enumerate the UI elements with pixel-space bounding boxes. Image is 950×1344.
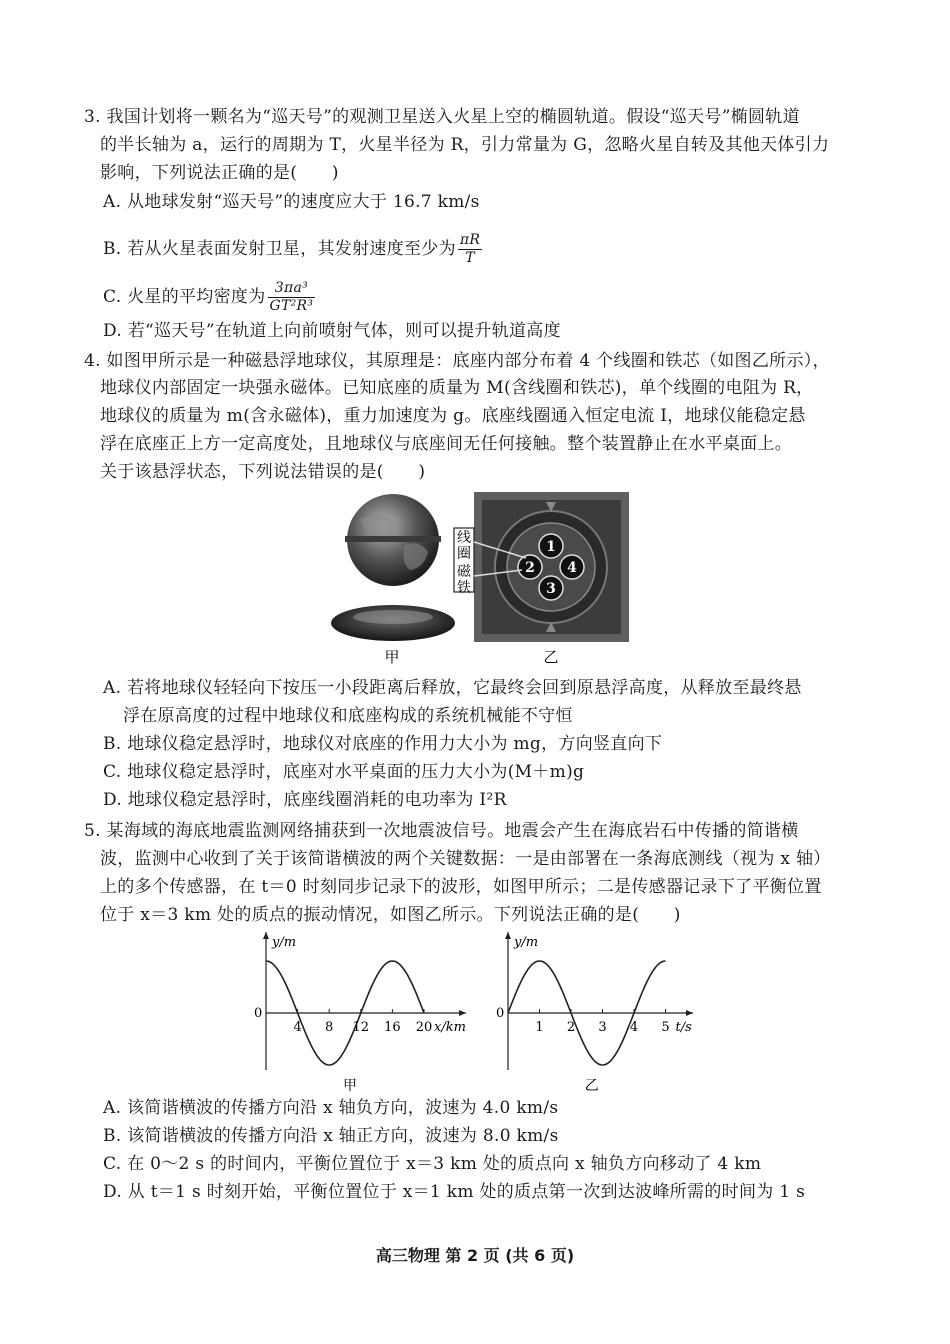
q4-line-2: 地球仪内部固定一块强永磁体。已知底座的质量为 M(含线圈和铁芯)，单个线圈的电阻为 R， bbox=[100, 378, 814, 398]
label-coil bbox=[457, 529, 471, 562]
q3-option-b-denominator: T bbox=[465, 250, 475, 266]
q5-option-b: B. 该简谐横波的传播方向沿 x 轴正方向，波速为 8.0 km/s bbox=[103, 1126, 559, 1146]
wave-chart-b bbox=[490, 928, 700, 1093]
q5-option-c: C. 在 0～2 s 的时间内，平衡位置位于 x＝3 km 处的质点向 x 轴负方向移动了 4 km bbox=[103, 1154, 762, 1174]
x-tick-label: 16 bbox=[384, 1020, 401, 1035]
q4-line-3: 地球仪的质量为 m(含永磁体)，重力加速度为 g。底座线圈通入恒定电流 I，地球仪能稳定悬 bbox=[100, 406, 806, 426]
origin-label: 0 bbox=[254, 1006, 263, 1021]
x-axis-arrow bbox=[459, 1010, 466, 1016]
levitating-globe-figure bbox=[320, 490, 460, 670]
wave-chart-a bbox=[248, 928, 473, 1093]
y-axis-label: y/m bbox=[272, 935, 297, 950]
q4-line-1: 4. 如图甲所示是一种磁悬浮地球仪，其原理是：底座内部分布着 4 个线圈和铁芯（如图乙所示）， bbox=[84, 351, 830, 371]
q4-line-5: 关于该悬浮状态，下列说法错误的是( ) bbox=[100, 462, 426, 482]
q4-option-a-line-1: A. 若将地球仪轻轻向下按压一小段距离后释放，它最终会回到原悬浮高度，从释放至最终悬 bbox=[103, 678, 802, 698]
label-char: 铁 bbox=[457, 580, 471, 596]
q3-option-c-text: C. 火星的平均密度为 bbox=[103, 287, 266, 307]
chart-caption: 乙 bbox=[584, 1078, 599, 1093]
label-char: 线 bbox=[457, 530, 471, 546]
q5-option-a: A. 该简谐横波的传播方向沿 x 轴负方向，波速为 4.0 km/s bbox=[103, 1098, 559, 1118]
label-char: 磁 bbox=[457, 564, 471, 580]
base-internals-figure bbox=[450, 490, 635, 670]
figure-label-b: 乙 bbox=[543, 648, 559, 666]
x-tick-label: 1 bbox=[535, 1020, 544, 1035]
q3-option-c-fraction bbox=[268, 280, 316, 315]
q3-line-2: 的半长轴为 a，运行的周期为 T，火星半径为 R，引力常量为 G，忽略火星自转及其他天体引力 bbox=[100, 135, 830, 155]
globe-equator-band bbox=[345, 536, 441, 542]
x-axis-label: t/s bbox=[675, 1020, 692, 1035]
y-axis-label: y/m bbox=[514, 935, 539, 950]
q3-option-a: A. 从地球发射“巡天号”的速度应大于 16.7 km/s bbox=[103, 192, 480, 212]
q4-option-a-line-2: 浮在原高度的过程中地球仪和底座构成的系统机械能不守恒 bbox=[123, 706, 573, 726]
coil-number: 4 bbox=[567, 560, 577, 576]
q3-option-c bbox=[103, 280, 317, 315]
x-tick-label: 4 bbox=[293, 1020, 302, 1035]
q4-line-4: 浮在底座正上方一定高度处，且地球仪与底座间无任何接触。整个装置静止在水平桌面上。 bbox=[100, 434, 792, 454]
x-tick-label: 2 bbox=[566, 1020, 576, 1035]
q3-option-c-numerator: 3πa³ bbox=[268, 280, 316, 298]
x-tick-label: 12 bbox=[352, 1020, 370, 1035]
coil-number: 2 bbox=[525, 560, 535, 576]
q3-option-d: D. 若“巡天号”在轨道上向前喷射气体，则可以提升轨道高度 bbox=[103, 321, 561, 341]
origin-label: 0 bbox=[496, 1006, 505, 1021]
chart-caption: 甲 bbox=[343, 1078, 357, 1093]
globe-base-highlight bbox=[353, 610, 433, 624]
q3-line-3: 影响，下列说法正确的是( ) bbox=[100, 163, 339, 183]
q5-line-1: 5. 某海域的海底地震监测网络捕获到一次地震波信号。地震会产生在海底岩石中传播的简谐横 bbox=[84, 821, 799, 841]
label-char: 圈 bbox=[457, 546, 471, 562]
q5-line-2: 波，监测中心收到了关于该简谐横波的两个关键数据：一是由部署在一条海底测线（视为 x 轴） bbox=[100, 849, 831, 869]
coil-number: 3 bbox=[546, 581, 556, 597]
coil-number: 1 bbox=[546, 539, 556, 555]
q3-option-b-text: B. 若从火星表面发射卫星，其发射速度至少为 bbox=[103, 239, 456, 259]
y-axis-arrow bbox=[505, 932, 511, 939]
q3-option-b-fraction bbox=[458, 232, 482, 267]
x-axis-label: x/km bbox=[434, 1020, 466, 1035]
y-axis-arrow bbox=[263, 932, 269, 939]
q3-option-b-numerator: πR bbox=[459, 232, 481, 248]
page-footer: 高三物理 第 2 页 (共 6 页) bbox=[375, 1246, 575, 1265]
figure-label-a: 甲 bbox=[384, 648, 400, 666]
q3-option-b bbox=[103, 232, 484, 267]
q4-option-c: C. 地球仪稳定悬浮时，底座对水平桌面的压力大小为(M＋m)g bbox=[103, 762, 585, 782]
q3-line-1: 3. 我国计划将一颗名为“巡天号”的观测卫星送入火星上空的椭圆轨道。假设“巡天号”椭圆轨道 bbox=[84, 107, 800, 127]
x-tick-label: 8 bbox=[325, 1020, 334, 1035]
q3-option-c-denominator: GT²R³ bbox=[269, 298, 314, 314]
q4-option-b: B. 地球仪稳定悬浮时，地球仪对底座的作用力大小为 mg，方向竖直向下 bbox=[103, 734, 663, 754]
x-tick-label: 5 bbox=[661, 1020, 670, 1035]
q4-option-d: D. 地球仪稳定悬浮时，底座线圈消耗的电功率为 I²R bbox=[103, 790, 507, 810]
x-tick-label: 3 bbox=[598, 1020, 607, 1035]
q5-line-3: 上的多个传感器，在 t＝0 时刻同步记录下的波形，如图甲所示；二是传感器记录下了平衡位置 bbox=[100, 877, 822, 897]
label-magnet bbox=[457, 564, 472, 596]
x-tick-label: 20 bbox=[415, 1020, 433, 1035]
q5-line-4: 位于 x＝3 km 处的质点的振动情况，如图乙所示。下列说法正确的是( ) bbox=[100, 905, 681, 925]
x-tick-label: 4 bbox=[629, 1020, 639, 1035]
q5-option-d: D. 从 t＝1 s 时刻开始，平衡位置位于 x＝1 km 处的质点第一次到达波峰所需的时间为 1 s bbox=[103, 1182, 806, 1202]
x-axis-arrow bbox=[686, 1010, 693, 1016]
